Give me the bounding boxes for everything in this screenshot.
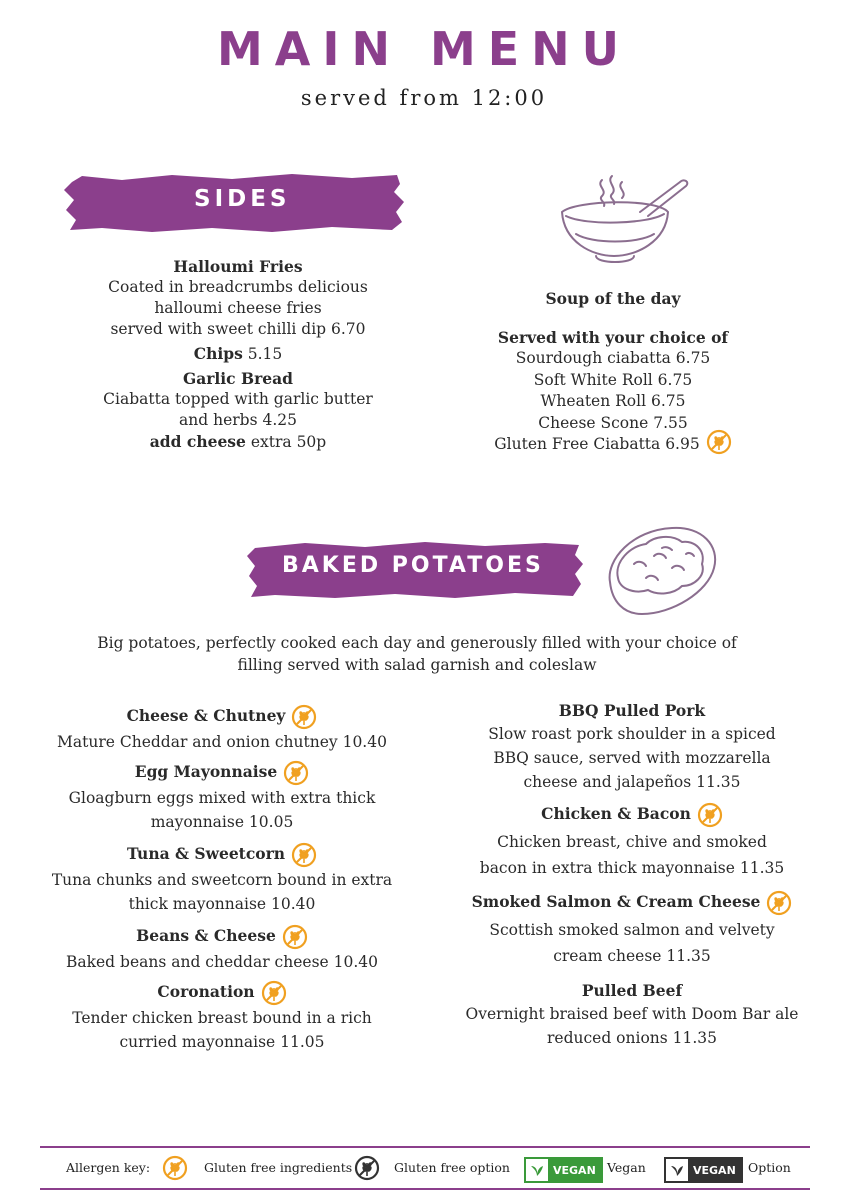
vegan-option-badge [664,1157,743,1183]
item-desc: Mature Cheddar and onion chutney 10.40 [57,733,387,751]
item-desc: thick mayonnaise 10.40 [128,895,316,913]
menu-item [446,700,818,794]
vegan-option-label: Option [748,1160,791,1175]
add-cheese-name: add cheese [149,432,246,451]
item-name: Chicken & Bacon [541,804,691,823]
item-desc: cream cheese 11.35 [553,947,711,965]
soup-section [468,288,758,456]
garlic-bread-desc-2: and herbs 4.25 [179,411,297,429]
leaf-icon [666,1159,688,1181]
potato-icon [602,520,722,620]
gluten-free-icon [261,980,287,1006]
chips-price: 5.15 [247,345,283,363]
item-name: Smoked Salmon & Cream Cheese [471,892,761,911]
gluten-free-option-label: Gluten free option [394,1160,510,1175]
item-desc: Tuna chunks and sweetcorn bound in extra [51,871,393,889]
menu-item [30,842,414,916]
menu-item [446,802,818,880]
gluten-free-icon [162,1155,188,1181]
baked-potatoes-banner-label: BAKED POTATOES [282,553,544,578]
soup-bowl-icon [556,172,692,272]
item-name: Egg Mayonnaise [134,762,278,781]
item-name: Tuna & Sweetcorn [126,844,286,863]
item-desc: Gloagburn eggs mixed with extra thick [68,789,376,807]
add-cheese-price: extra 50p [250,433,327,451]
allergen-key [40,1152,810,1184]
gluten-free-icon [283,760,309,786]
intro-line-1: Big potatoes, perfectly cooked each day and generously filled with your choice of [97,634,737,652]
gluten-free-icon [282,924,308,950]
menu-item [30,924,414,974]
item-desc: Chicken breast, chive and smoked [497,833,767,851]
item-desc: Scottish smoked salmon and velvety [489,921,775,939]
item-desc: Slow roast pork shoulder in a spiced [488,725,776,743]
sides-banner-label: SIDES [194,186,291,212]
garlic-bread-desc-1: Ciabatta topped with garlic butter [103,390,373,408]
menu-item [30,704,414,754]
footer-bottom-rule [40,1188,810,1190]
footer-top-rule [40,1146,810,1148]
item-desc: reduced onions 11.35 [546,1029,718,1047]
gluten-free-icon [706,429,732,455]
item-desc: Baked beans and cheddar cheese 10.40 [65,953,378,971]
page-subtitle: served from 12:00 [300,86,548,110]
sides-list [60,256,416,453]
soup-option: Sourdough ciabatta 6.75 [515,349,711,367]
item-name: Coronation [157,982,255,1001]
soup-choice-heading: Served with your choice of [497,327,729,347]
soup-option: Wheaten Roll 6.75 [540,392,686,410]
vegan-badge [524,1157,603,1183]
halloumi-fries-desc-1: Coated in breadcrumbs delicious [108,278,368,296]
page-title: MAIN MENU [216,22,632,76]
baked-potatoes-intro [60,632,774,676]
gluten-free-option-icon [354,1155,380,1181]
item-name: Beans & Cheese [136,926,276,945]
soup-option: Soft White Roll 6.75 [533,370,693,389]
menu-item [446,890,818,968]
intro-line-2: filling served with salad garnish and coleslaw [237,656,597,674]
item-desc: curried mayonnaise 11.05 [119,1033,325,1051]
allergen-key-label: Allergen key: [66,1160,151,1175]
item-desc: bacon in extra thick mayonnaise 11.35 [479,859,785,877]
item-desc: Tender chicken breast bound in a rich [72,1009,372,1027]
vegan-label: Vegan [607,1160,646,1175]
item-name: Pulled Beef [581,981,683,1000]
soup-title: Soup of the day [545,289,681,308]
baked-left-column [30,704,414,1054]
item-desc: cheese and jalapeños 11.35 [523,773,741,791]
gluten-free-icon [697,802,723,828]
gluten-free-icon [291,704,317,730]
item-desc: BBQ sauce, served with mozzarella [493,749,771,767]
gluten-free-ingredients-label: Gluten free ingredients [204,1160,353,1175]
halloumi-fries-name: Halloumi Fries [173,257,303,276]
item-desc: Overnight braised beef with Doom Bar ale [465,1005,799,1023]
vegan-option-badge-text: VEGAN [688,1159,741,1181]
leaf-icon [526,1159,548,1181]
gluten-free-icon [766,890,792,916]
menu-item [446,980,818,1050]
halloumi-fries-desc-3: served with sweet chilli dip 6.70 [110,320,366,338]
baked-right-column [446,700,818,1050]
item-name: BBQ Pulled Pork [558,701,706,720]
halloumi-fries-desc-2: halloumi cheese fries [154,299,322,317]
item-desc: mayonnaise 10.05 [150,813,294,831]
gluten-free-icon [291,842,317,868]
menu-item [30,980,414,1054]
item-name: Cheese & Chutney [126,706,286,725]
chips-name: Chips [193,344,243,363]
garlic-bread-name: Garlic Bread [182,369,294,388]
soup-option: Gluten Free Ciabatta 6.95 [494,435,700,453]
soup-option: Cheese Scone 7.55 [538,413,688,432]
menu-item [30,760,414,834]
vegan-badge-text: VEGAN [548,1159,601,1181]
